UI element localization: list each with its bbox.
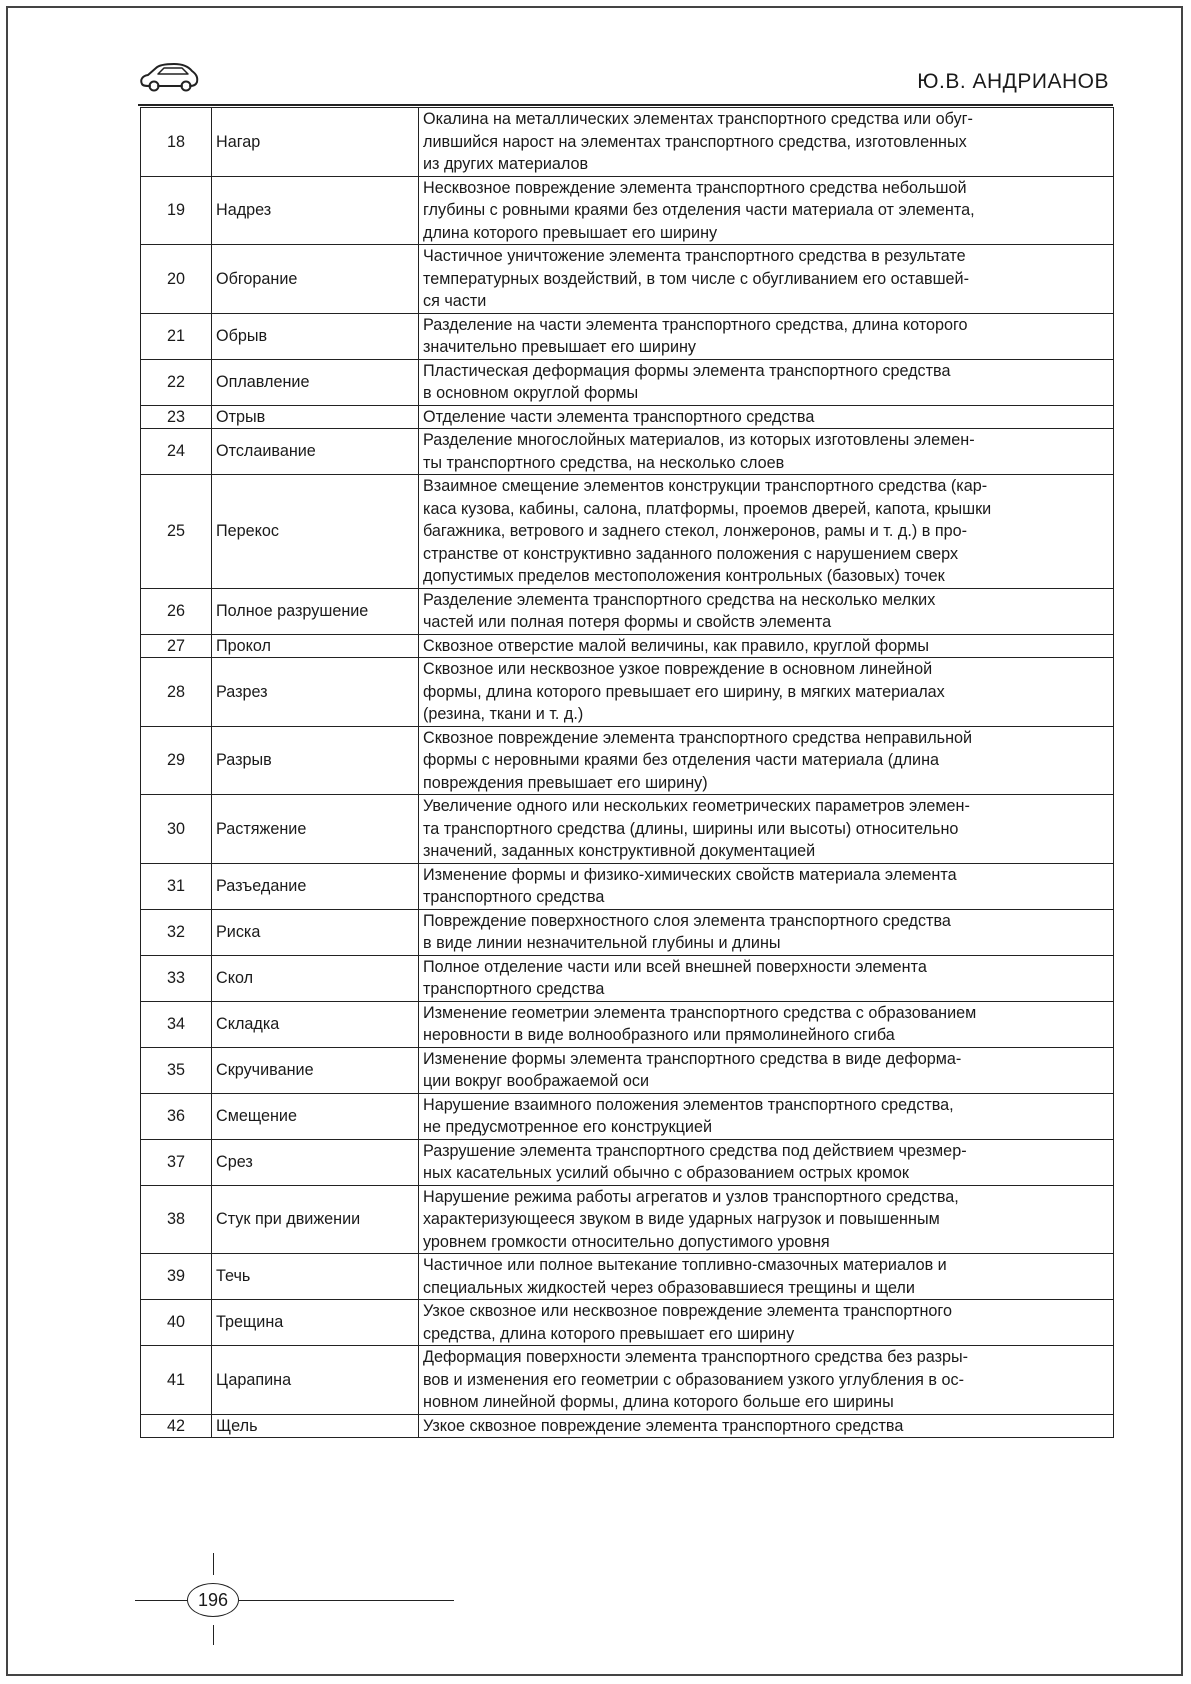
definition-line: значений, заданных конструктивной документацией	[423, 842, 816, 860]
term-definition	[419, 313, 1114, 359]
row-number: 20	[141, 245, 212, 314]
term-name: Отслаивание	[212, 429, 419, 475]
term-definition	[419, 863, 1114, 909]
table-row	[141, 176, 1114, 245]
definition-line: Разделение элемента транспортного средства на несколько мелких	[423, 590, 936, 609]
term-definition	[419, 475, 1114, 589]
table-row	[141, 359, 1114, 405]
damage-terms-table	[140, 107, 1114, 1438]
row-number: 19	[141, 176, 212, 245]
table-row	[141, 313, 1114, 359]
row-number: 34	[141, 1001, 212, 1047]
page-header	[138, 48, 1113, 106]
definition-line: транспортного средства	[423, 888, 605, 906]
definition-line: формы с неровными краями без отделения части материала (длина	[423, 751, 940, 769]
definition-line: повреждения превышает его ширину)	[423, 773, 708, 792]
definition-line: лившийся нарост на элементах транспортного средства, изготовленных	[423, 132, 967, 151]
row-number: 32	[141, 909, 212, 955]
term-name: Отрыв	[212, 405, 419, 429]
definition-line: длина которого превышает его ширину	[423, 223, 718, 242]
definition-line: Сквозное или несквозное узкое повреждение в основном линейной	[423, 660, 933, 678]
term-definition	[419, 1414, 1114, 1438]
definition-line: багажника, ветрового и заднего стекол, лонжеронов, рамы и т. д.) в про-	[423, 522, 968, 540]
author-name: Ю.В. АНДРИАНОВ	[917, 70, 1109, 93]
term-name: Царапина	[212, 1346, 419, 1415]
definition-line: каса кузова, кабины, салона, платформы, проемов дверей, капота, крышки	[423, 499, 992, 518]
term-name: Нагар	[212, 108, 419, 177]
page-number: 196	[187, 1583, 239, 1617]
definition-line: Разделение многослойных материалов, из которых изготовлены элемен-	[423, 431, 975, 449]
term-name: Щель	[212, 1414, 419, 1438]
definition-line: Пластическая деформация формы элемента транспортного средства	[423, 361, 951, 380]
term-name: Обгорание	[212, 245, 419, 314]
definition-line: та транспортного средства (длины, ширины или высоты) относительно	[423, 819, 959, 838]
term-name: Течь	[212, 1254, 419, 1300]
row-number: 39	[141, 1254, 212, 1300]
definition-line: вов и изменения его геометрии с образованием узкого углубления в ос-	[423, 1370, 965, 1389]
term-definition	[419, 359, 1114, 405]
term-definition	[419, 658, 1114, 727]
table-row	[141, 108, 1114, 177]
row-number: 23	[141, 405, 212, 429]
definition-line: глубины с ровными краями без отделения части материала от элемента,	[423, 201, 975, 219]
row-number: 35	[141, 1047, 212, 1093]
definition-line: специальных жидкостей через образовавшиеся трещины и щели	[423, 1278, 915, 1297]
definition-line: в основном округлой формы	[423, 384, 639, 402]
term-definition	[419, 1185, 1114, 1254]
term-name: Прокол	[212, 634, 419, 658]
term-name: Полное разрушение	[212, 588, 419, 634]
term-name: Стук при движении	[212, 1185, 419, 1254]
term-name: Разъедание	[212, 863, 419, 909]
definition-line: Увеличение одного или нескольких геометрических параметров элемен-	[423, 797, 970, 815]
term-definition	[419, 405, 1114, 429]
row-number: 18	[141, 108, 212, 177]
row-number: 42	[141, 1414, 212, 1438]
term-definition	[419, 176, 1114, 245]
table-row	[141, 955, 1114, 1001]
definition-line: Сквозное отверстие малой величины, как правило, круглой формы	[423, 636, 929, 655]
definition-line: Изменение формы и физико-химических свойств материала элемента	[423, 865, 957, 884]
table-row	[141, 1414, 1114, 1438]
term-name: Складка	[212, 1001, 419, 1047]
table-row	[141, 588, 1114, 634]
definition-line: ся части	[423, 292, 487, 310]
definition-line: Частичное или полное вытекание топливно-смазочных материалов и	[423, 1256, 947, 1274]
term-definition	[419, 909, 1114, 955]
table-row	[141, 405, 1114, 429]
row-number: 28	[141, 658, 212, 727]
definition-line: в виде линии незначительной глубины и длины	[423, 934, 781, 952]
definition-line: характеризующееся звуком в виде ударных нагрузок и повышенным	[423, 1210, 940, 1228]
definition-line: Нарушение режима работы агрегатов и узлов транспортного средства,	[423, 1187, 959, 1206]
term-definition	[419, 1254, 1114, 1300]
table-row	[141, 475, 1114, 589]
footer-line-right	[239, 1600, 454, 1601]
term-name: Оплавление	[212, 359, 419, 405]
table-row	[141, 429, 1114, 475]
term-definition	[419, 245, 1114, 314]
car-outline-icon	[138, 58, 200, 94]
definition-line: Полное отделение части или всей внешней поверхности элемента	[423, 957, 927, 976]
term-definition	[419, 795, 1114, 864]
table-row	[141, 1254, 1114, 1300]
term-name: Обрыв	[212, 313, 419, 359]
row-number: 26	[141, 588, 212, 634]
term-definition	[419, 1001, 1114, 1047]
table-row	[141, 1346, 1114, 1415]
definition-line: Отделение части элемента транспортного средства	[423, 407, 815, 426]
header-rule	[138, 104, 1113, 106]
definition-line: средства, длина которого превышает его ширину	[423, 1324, 795, 1343]
term-name: Смещение	[212, 1093, 419, 1139]
definition-line: температурных воздействий, в том числе с обугливанием его оставшей-	[423, 269, 969, 288]
table-row	[141, 1300, 1114, 1346]
term-definition	[419, 1093, 1114, 1139]
row-number: 30	[141, 795, 212, 864]
row-number: 33	[141, 955, 212, 1001]
table-row	[141, 1047, 1114, 1093]
definition-line: новном линейной формы, длина которого больше его ширины	[423, 1393, 894, 1411]
term-definition	[419, 108, 1114, 177]
definition-line: частей или полная потеря формы и свойств элемента	[423, 613, 832, 631]
definition-line: Частичное уничтожение элемента транспортного средства в результате	[423, 247, 966, 265]
row-number: 31	[141, 863, 212, 909]
term-name: Скол	[212, 955, 419, 1001]
term-definition	[419, 588, 1114, 634]
definition-line: Разрушение элемента транспортного средства под действием чрезмер-	[423, 1141, 967, 1160]
definition-line: Деформация поверхности элемента транспортного средства без разры-	[423, 1348, 969, 1366]
term-definition	[419, 1346, 1114, 1415]
term-definition	[419, 1300, 1114, 1346]
term-name: Разрез	[212, 658, 419, 727]
table-row	[141, 863, 1114, 909]
table-row	[141, 726, 1114, 795]
footer-tick-bottom	[213, 1625, 214, 1645]
row-number: 38	[141, 1185, 212, 1254]
term-definition	[419, 429, 1114, 475]
table-row	[141, 634, 1114, 658]
term-name: Перекос	[212, 475, 419, 589]
row-number: 27	[141, 634, 212, 658]
term-definition	[419, 1047, 1114, 1093]
definition-line: ции вокруг воображаемой оси	[423, 1072, 650, 1090]
row-number: 21	[141, 313, 212, 359]
page-footer	[135, 1553, 455, 1633]
table-row	[141, 245, 1114, 314]
table-row	[141, 658, 1114, 727]
term-definition	[419, 634, 1114, 658]
row-number: 41	[141, 1346, 212, 1415]
definition-line: Окалина на металлических элементах транспортного средства или обуг-	[423, 110, 973, 128]
definition-line: формы, длина которого превышает его ширину, в мягких материалах	[423, 682, 945, 701]
definition-line: Изменение геометрии элемента транспортного средства с образованием	[423, 1003, 977, 1022]
definition-line: Узкое сквозное повреждение элемента транспортного средства	[423, 1416, 904, 1435]
definition-line: Узкое сквозное или несквозное повреждение элемента транспортного	[423, 1302, 952, 1320]
definition-line: странстве от конструктивно заданного положения с нарушением сверх	[423, 544, 959, 563]
row-number: 36	[141, 1093, 212, 1139]
definition-line: допустимых пределов местоположения контрольных (базовых) точек	[423, 567, 945, 585]
row-number: 25	[141, 475, 212, 589]
term-name: Трещина	[212, 1300, 419, 1346]
definition-line: (резина, ткани и т. д.)	[423, 705, 584, 723]
definition-line: уровнем громкости относительно допустимого уровня	[423, 1232, 830, 1251]
definition-line: ных касательных усилий обычно с образованием острых кромок	[423, 1164, 909, 1182]
definition-line: ты транспортного средства, на несколько слоев	[423, 453, 785, 472]
row-number: 29	[141, 726, 212, 795]
term-name: Риска	[212, 909, 419, 955]
term-name: Надрез	[212, 176, 419, 245]
table-row	[141, 1139, 1114, 1185]
definition-line: значительно превышает его ширину	[423, 338, 697, 356]
definition-line: из других материалов	[423, 155, 589, 173]
footer-tick-top	[213, 1553, 214, 1575]
definition-line: Повреждение поверхностного слоя элемента транспортного средства	[423, 911, 951, 930]
row-number: 24	[141, 429, 212, 475]
definition-line: не предусмотренное его конструкцией	[423, 1118, 713, 1136]
definition-line: Нарушение взаимного положения элементов транспортного средства,	[423, 1095, 954, 1114]
definition-line: Разделение на части элемента транспортного средства, длина которого	[423, 315, 968, 334]
term-definition	[419, 1139, 1114, 1185]
definition-line: Изменение формы элемента транспортного средства в виде деформа-	[423, 1049, 962, 1068]
term-name: Срез	[212, 1139, 419, 1185]
definition-line: транспортного средства	[423, 980, 605, 998]
definition-line: Несквозное повреждение элемента транспортного средства небольшой	[423, 178, 967, 197]
table-body	[141, 108, 1114, 1438]
table-row	[141, 1001, 1114, 1047]
term-definition	[419, 955, 1114, 1001]
row-number: 40	[141, 1300, 212, 1346]
term-name: Растяжение	[212, 795, 419, 864]
definition-line: Взаимное смещение элементов конструкции транспортного средства (кар-	[423, 477, 988, 495]
row-number: 22	[141, 359, 212, 405]
table-row	[141, 1093, 1114, 1139]
table-row	[141, 795, 1114, 864]
footer-line-left	[135, 1600, 187, 1601]
row-number: 37	[141, 1139, 212, 1185]
term-name: Скручивание	[212, 1047, 419, 1093]
term-definition	[419, 726, 1114, 795]
term-name: Разрыв	[212, 726, 419, 795]
definition-line: неровности в виде волнообразного или прямолинейного сгиба	[423, 1026, 895, 1044]
definition-line: Сквозное повреждение элемента транспортного средства неправильной	[423, 728, 973, 747]
table-row	[141, 909, 1114, 955]
table-row	[141, 1185, 1114, 1254]
